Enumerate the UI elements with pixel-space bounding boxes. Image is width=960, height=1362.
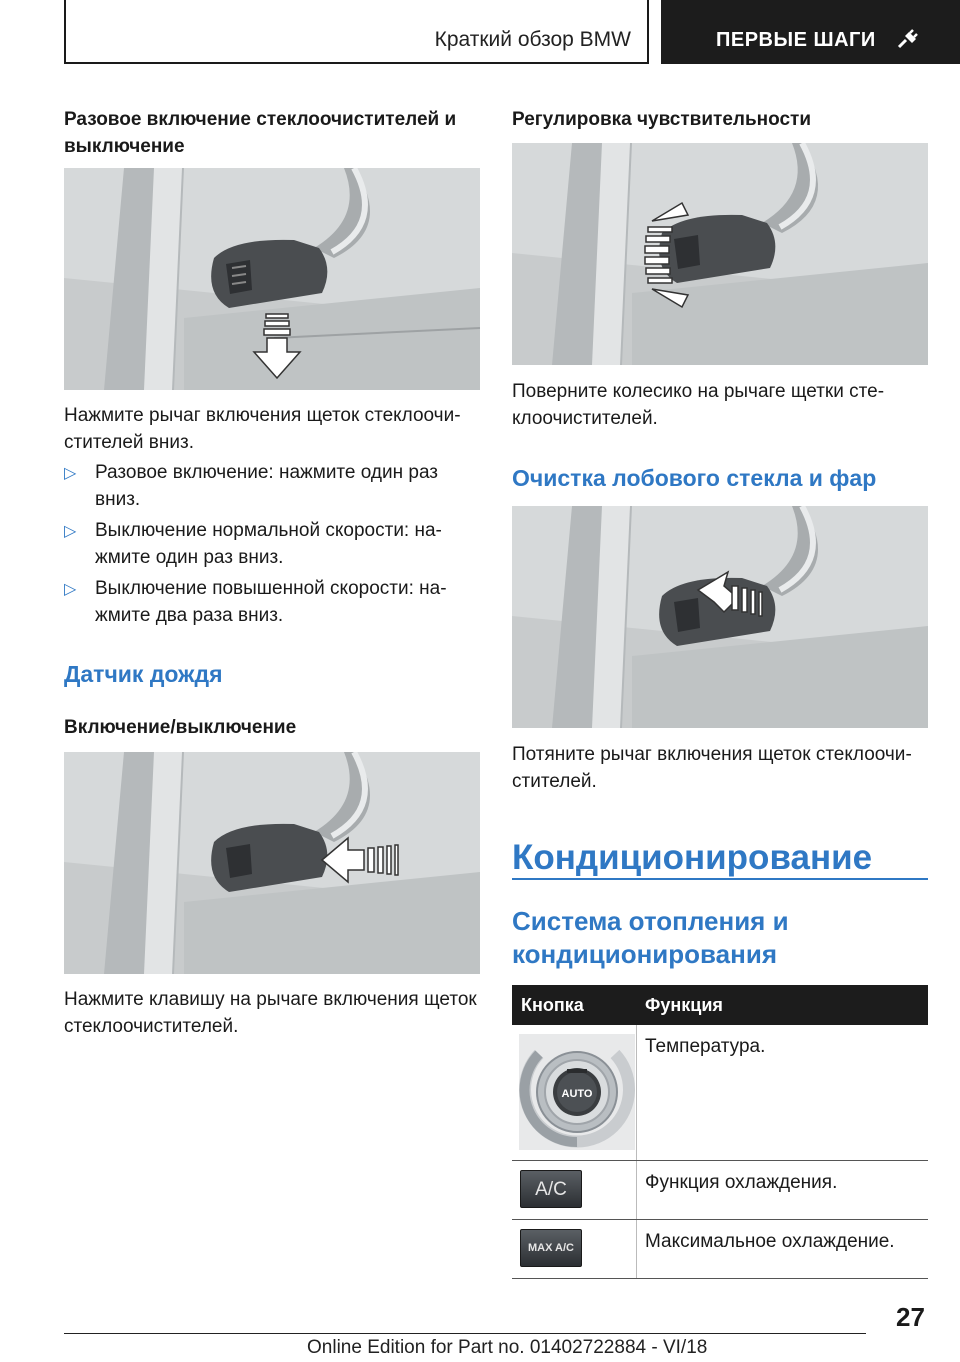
heading-on-off: Включение/выключение	[64, 717, 297, 738]
auto-label: AUTO	[561, 1088, 593, 1100]
page-number: 27	[896, 1302, 925, 1332]
heading-single-wipe: Разовое включение стеклоочистителей и выключение	[64, 109, 457, 157]
triangle-bullet-icon: ▷	[64, 523, 77, 540]
header-chapter-label: ПЕРВЫЕ ШАГИ	[716, 29, 876, 51]
ac-button-icon: A/C	[520, 1170, 582, 1208]
table-row	[512, 1025, 928, 1160]
heading-underline	[512, 878, 928, 880]
photo-wiper-lever-pull	[512, 506, 928, 728]
plug-icon	[896, 28, 920, 50]
photo-wiper-lever-down	[64, 168, 480, 390]
footer-rule	[64, 1333, 866, 1334]
header-section-label: Краткий обзор BMW	[434, 28, 631, 51]
caption-press-button: Нажмите клавишу на рычаге включения щеток стеклоочистителей.	[64, 989, 477, 1037]
function-cooling: Функция охлаждения.	[645, 1172, 838, 1193]
temperature-knob-icon	[519, 1034, 635, 1150]
heading-sensitivity: Регулировка чувствительности	[512, 109, 812, 130]
footer-edition: Online Edition for Part no. 01402722884 - VI/18	[307, 1337, 708, 1358]
table-col-button: Кнопка	[521, 995, 584, 1015]
heading-air-conditioning: Кондиционирование	[512, 838, 873, 877]
table-row	[512, 1220, 928, 1278]
table-row-divider	[512, 1278, 928, 1279]
caption-push-down: Нажмите рычаг включения щеток стеклоочистителей вниз.	[64, 405, 461, 453]
photo-sensitivity-wheel	[512, 143, 928, 365]
table-row	[512, 1161, 928, 1219]
table-header	[512, 985, 928, 1025]
triangle-bullet-icon: ▷	[64, 581, 77, 598]
triangle-bullet-icon: ▷	[64, 465, 77, 482]
header-section-box	[64, 0, 649, 64]
heading-rain-sensor: Датчик дождя	[64, 661, 223, 687]
photo-rain-sensor-button	[64, 752, 480, 974]
function-max-cooling: Максимальное охлаждение.	[645, 1231, 895, 1252]
max-ac-button-icon: MAX A/C	[520, 1229, 582, 1267]
caption-pull-lever: Потяните рычаг включения щеток стеклоочистителей.	[512, 744, 912, 792]
table-col-function: Функция	[645, 995, 723, 1015]
caption-turn-wheel: Поверните колесико на рычаге щетки стеклоочистителей.	[512, 381, 885, 429]
heading-climate-system: Система отопления и кондиционирования	[512, 906, 789, 969]
heading-cleaning: Очистка лобового стекла и фар	[512, 465, 877, 491]
function-temperature: Температура.	[645, 1036, 766, 1057]
